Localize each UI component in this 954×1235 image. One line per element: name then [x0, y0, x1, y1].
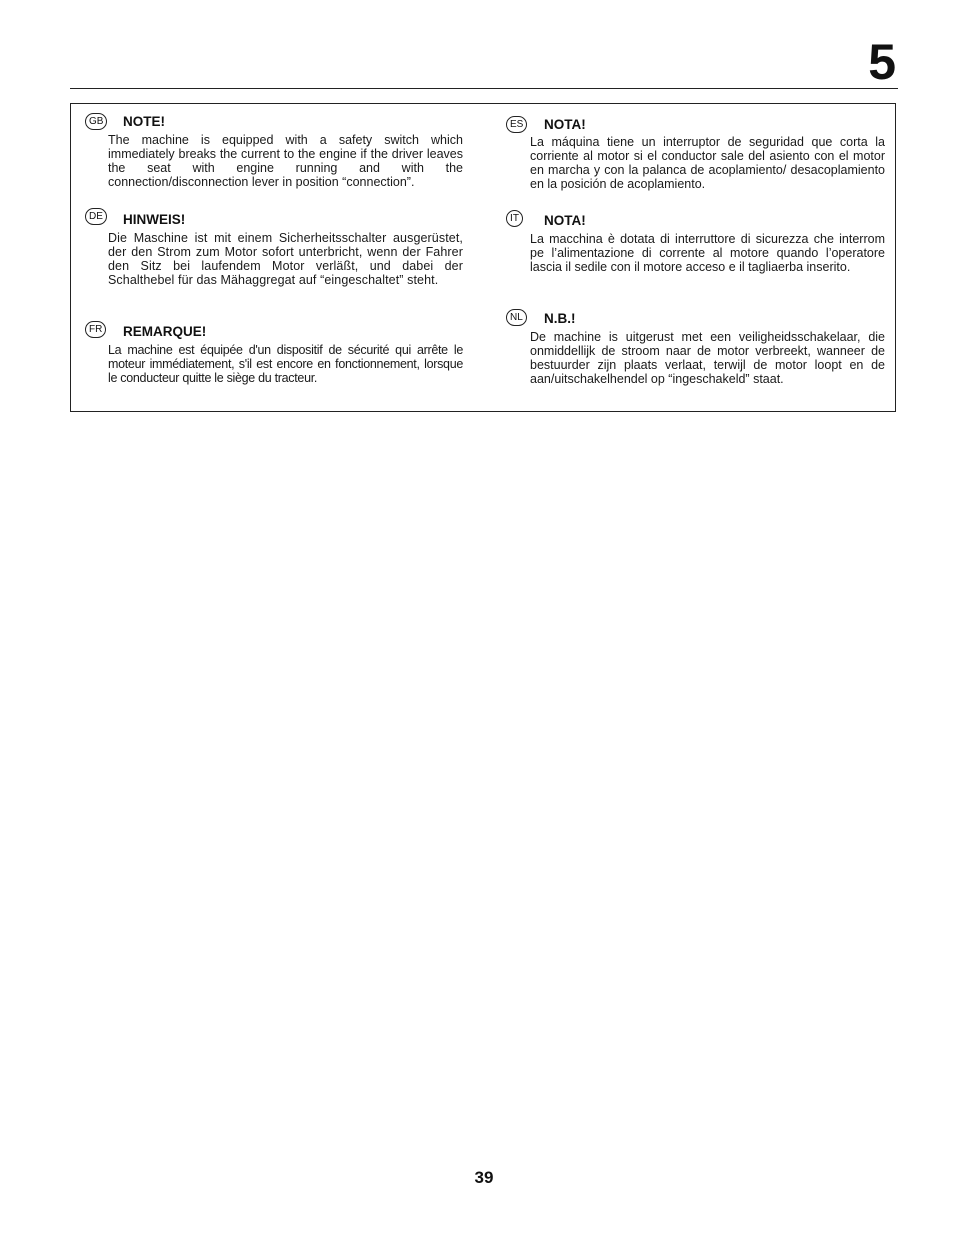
note-body-fr: La machine est équipée d'un dispositif de sécurité qui arrête le moteur immédiatement, s'il est encore en fonctionnement, lorsque le conducteur quitte le siège du tracteur.: [108, 343, 463, 385]
safety-notes-box: [70, 103, 896, 412]
note-title-fr: REMARQUE!: [123, 324, 207, 339]
note-de: [85, 208, 465, 308]
language-badge-de: DE: [85, 208, 107, 225]
note-body-it: La macchina è dotata di interruttore di sicurezza che interrom pe l’alimentazione di corrente al motore quando l’operatore lascia il sedile con il motore acceso e il tagliaerba inserito.: [530, 232, 885, 274]
language-badge-it: IT: [506, 210, 523, 227]
language-badge-fr: FR: [85, 321, 106, 338]
chapter-number: 5: [868, 34, 896, 90]
note-title-nl: N.B.!: [544, 311, 576, 326]
note-title-gb: NOTE!: [123, 114, 165, 129]
page-number: 39: [474, 1168, 494, 1187]
header-rule: [70, 88, 898, 89]
note-body-gb: The machine is equipped with a safety switch which immediately breaks the current to the engine if the driver leaves the seat with engine running and with the connection/disconnection lever in position “connection”.: [108, 133, 463, 189]
note-gb: [85, 113, 465, 193]
note-fr: [85, 321, 465, 391]
note-title-de: HINWEIS!: [123, 212, 186, 227]
note-title-it: NOTA!: [544, 213, 586, 228]
language-badge-gb: GB: [85, 113, 107, 130]
note-body-de: Die Maschine ist mit einem Sicherheitsschalter ausgerüstet, der den Strom zum Motor sofort unterbricht, wenn der Fahrer den Sitz bei laufendem Motor verläßt, und dabei der Schalthebel für das Mähaggregat auf “eingeschaltet” steht.: [108, 231, 463, 287]
note-body-es: La máquina tiene un interruptor de seguridad que corta la corriente al motor si el conductor sale del asiento con el motor en marcha y con la palanca de acoplamiento/ desacoplamiento en la posición de acoplamiento.: [530, 135, 885, 191]
language-badge-es: ES: [506, 116, 527, 133]
note-nl: [506, 309, 886, 404]
note-body-nl: De machine is uitgerust met een veiligheidsschakelaar, die onmiddellijk de stroom naar de motor verbreekt, wanneer de bestuurder zijn plaats verlaat, terwijl de motor loopt en de aan/uitschakelhendel op “ingeschakeld” staat.: [530, 330, 885, 386]
note-title-es: NOTA!: [544, 117, 586, 132]
note-es: [506, 116, 886, 196]
note-it: [506, 210, 886, 290]
language-badge-nl: NL: [506, 309, 527, 326]
